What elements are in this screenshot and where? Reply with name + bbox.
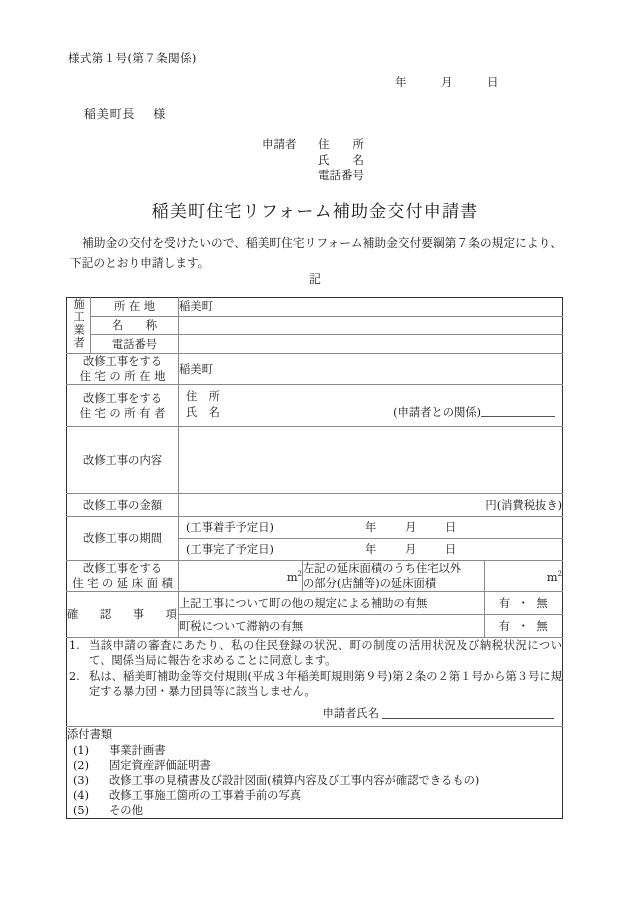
- contractor-vertical-label: [67, 298, 91, 354]
- work-period-start: [179, 517, 562, 538]
- addressee-name: 稲美町長: [84, 107, 136, 121]
- table-row: [67, 385, 563, 427]
- contractor-tel-label: 電話番号: [91, 335, 179, 354]
- confirm-1-dot: ・: [517, 596, 530, 610]
- attachment-3-number: (3): [73, 774, 90, 788]
- addressee-honorific: 様: [153, 107, 167, 121]
- nonres-desc-line1: 左記の延床面積のうち住宅以外: [303, 562, 462, 576]
- signature-input-line[interactable]: [382, 706, 554, 719]
- house-owner-relation-label: (申請者との関係): [393, 406, 482, 420]
- confirm-1-yes[interactable]: 有: [498, 596, 511, 610]
- contractor-tel-value[interactable]: [179, 335, 563, 354]
- house-owner-name-label: 氏 名: [186, 406, 220, 420]
- declaration-item: [67, 638, 562, 668]
- attachments-cell: [67, 727, 563, 819]
- floor-area-label-line2: 住 宅 の 延 床 面 積: [72, 577, 173, 591]
- end-day-label: 日: [445, 543, 457, 557]
- ki-mark: 記: [308, 272, 321, 286]
- attachments-title: 添付書類: [67, 728, 113, 742]
- table-row: [67, 494, 563, 517]
- house-owner-relation-input[interactable]: [481, 405, 555, 417]
- list-item: [67, 803, 562, 818]
- confirm-2-no[interactable]: 無: [536, 619, 549, 633]
- signature-label: 申請者氏名: [322, 707, 380, 721]
- work-period-end-cell: [179, 539, 563, 561]
- declarations-cell: [67, 638, 563, 727]
- applicant-tel-row: [262, 168, 364, 184]
- start-month-label: 月: [405, 521, 417, 535]
- signature-row: [67, 700, 562, 726]
- floor-area-unit-sup: 2: [297, 570, 302, 579]
- house-owner-relation: [393, 405, 555, 421]
- floor-area-label: [67, 561, 179, 592]
- declaration-1-text: 当該申請の審査にあたり、私の住民登録の状況、町の制度の活用状況及び納税状況について、関係当局に報告を求めることに同意します。: [89, 639, 563, 668]
- confirmation-item-2-choice[interactable]: [485, 615, 563, 638]
- attachment-1-text: 事業計画書: [109, 744, 166, 758]
- date-line: [395, 74, 499, 90]
- contractor-address-value[interactable]: 稲美町: [179, 298, 563, 317]
- date-month-label: 月: [441, 75, 453, 89]
- confirmation-label-text: 確 認 事 項: [67, 608, 186, 622]
- contractor-name-value[interactable]: [179, 316, 563, 335]
- form-number: 様式第１号(第７条関係): [68, 51, 197, 65]
- table-row: [67, 517, 563, 539]
- work-period-end-label: (工事完了予定日): [186, 543, 274, 557]
- declaration-2-number: 2.: [69, 670, 80, 684]
- confirm-2-dot: ・: [517, 619, 530, 633]
- confirmation-item-2-text: 町税について滞納の有無: [179, 615, 485, 638]
- confirmation-label: [67, 592, 186, 638]
- work-content-value[interactable]: [179, 427, 563, 494]
- attachment-1-number: (1): [73, 744, 90, 758]
- floor-area-unit: m: [286, 571, 298, 585]
- date-year-label: 年: [395, 75, 407, 89]
- house-owner-fields: [179, 385, 562, 426]
- table-row: [67, 354, 563, 385]
- declaration-item: [67, 669, 562, 699]
- house-owner-label-line2: 住 宅 の 所 有 者: [79, 406, 166, 420]
- work-amount-value[interactable]: [179, 494, 563, 517]
- work-period-start-cell: [179, 517, 563, 539]
- work-amount-unit-note: 円(消費税抜き): [485, 498, 563, 512]
- floor-area-total-value[interactable]: [179, 561, 303, 592]
- table-row: [67, 335, 563, 354]
- end-year-label: 年: [365, 543, 377, 557]
- house-owner-label-line1: 改修工事をする: [82, 391, 163, 405]
- applicant-tel-label: 電話番号: [318, 168, 364, 182]
- start-year-label: 年: [365, 521, 377, 535]
- end-month-label: 月: [405, 543, 417, 557]
- house-location-label: [67, 354, 179, 385]
- table-row: [67, 638, 563, 727]
- applicant-block: [262, 137, 364, 184]
- work-period-start-label: (工事着手予定日): [186, 521, 274, 535]
- work-period-start-date[interactable]: [365, 520, 456, 535]
- declaration-2-text: 私は、稲美町補助金等交付規則(平成３年稲美町規則第９号)第２条の２第１号から第３号に規定する暴力団・暴力団員等に該当しません。: [89, 670, 563, 699]
- work-content-label: 改修工事の内容: [67, 427, 179, 494]
- attachment-3-text: 改修工事の見積書及び設計図面(積算内容及び工事内容が確認できるもの): [109, 774, 480, 788]
- house-owner-value-cell: [179, 385, 563, 427]
- list-item: [67, 773, 562, 788]
- application-table: [66, 297, 563, 819]
- table-row: [67, 592, 563, 615]
- house-location-label-line1: 改修工事をする: [82, 355, 163, 369]
- confirmation-item-1-choice[interactable]: [485, 592, 563, 615]
- list-item: [67, 788, 562, 803]
- table-row: [67, 727, 563, 819]
- floor-area-nonresidential-desc: [303, 561, 485, 592]
- confirm-1-no[interactable]: 無: [536, 596, 549, 610]
- applicant-address-row: [262, 137, 364, 153]
- confirmation-item-1-text: 上記工事について町の他の規定による補助の有無: [179, 592, 485, 615]
- house-owner-label: [67, 385, 179, 427]
- date-day-label: 日: [487, 75, 499, 89]
- applicant-name-label: 氏 名: [318, 152, 364, 167]
- attachment-5-number: (5): [73, 804, 90, 818]
- page-title: 稲美町住宅リフォーム補助金交付申請書: [151, 202, 479, 222]
- table-row: [67, 561, 563, 592]
- work-period-end: [179, 539, 562, 560]
- confirm-2-yes[interactable]: 有: [498, 619, 511, 633]
- declaration-1-number: 1.: [69, 639, 80, 653]
- applicant-name-row: [262, 153, 364, 169]
- list-item: [67, 743, 562, 758]
- work-amount-label: 改修工事の金額: [67, 494, 179, 517]
- table-row: [67, 298, 563, 317]
- start-day-label: 日: [445, 521, 457, 535]
- nonres-area-unit-sup: 2: [557, 570, 563, 579]
- intro-paragraph: 補助金の交付を受けたいので、稲美町住宅リフォーム補助金交付要綱第７条の規定により、下記のとおり申請します。: [70, 236, 562, 270]
- table-row: [67, 316, 563, 335]
- contractor-address-label: 所 在 地: [91, 298, 179, 317]
- attachment-4-text: 改修工事施工箇所の工事着手前の写真: [109, 789, 302, 803]
- addressee: [84, 105, 166, 122]
- work-period-end-date[interactable]: [365, 542, 456, 557]
- contractor-name-label: 名 称: [91, 316, 179, 335]
- contractor-vertical-text: 施工業者: [72, 298, 86, 350]
- applicant-address-label: 住 所: [318, 137, 364, 151]
- list-item: [67, 758, 562, 773]
- attachment-5-text: その他: [109, 804, 143, 818]
- work-period-label: 改修工事の期間: [67, 517, 179, 561]
- house-location-label-line2: 住 宅 の 所 在 地: [79, 370, 166, 384]
- applicant-label: 申請者: [262, 137, 297, 151]
- attachment-4-number: (4): [73, 789, 90, 803]
- floor-area-nonresidential-value[interactable]: [485, 561, 563, 592]
- attachment-2-text: 固定資産評価証明書: [109, 759, 211, 773]
- house-owner-address-label: 住 所: [186, 390, 220, 404]
- house-location-value[interactable]: 稲美町: [179, 354, 563, 385]
- floor-area-label-line1: 改修工事をする: [82, 562, 163, 576]
- attachment-2-number: (2): [73, 759, 90, 773]
- nonres-desc-line2: の部分(店舗等)の延床面積: [303, 577, 437, 591]
- table-row: [67, 427, 563, 494]
- signature-field[interactable]: [323, 706, 555, 721]
- nonres-area-unit: m: [546, 571, 558, 585]
